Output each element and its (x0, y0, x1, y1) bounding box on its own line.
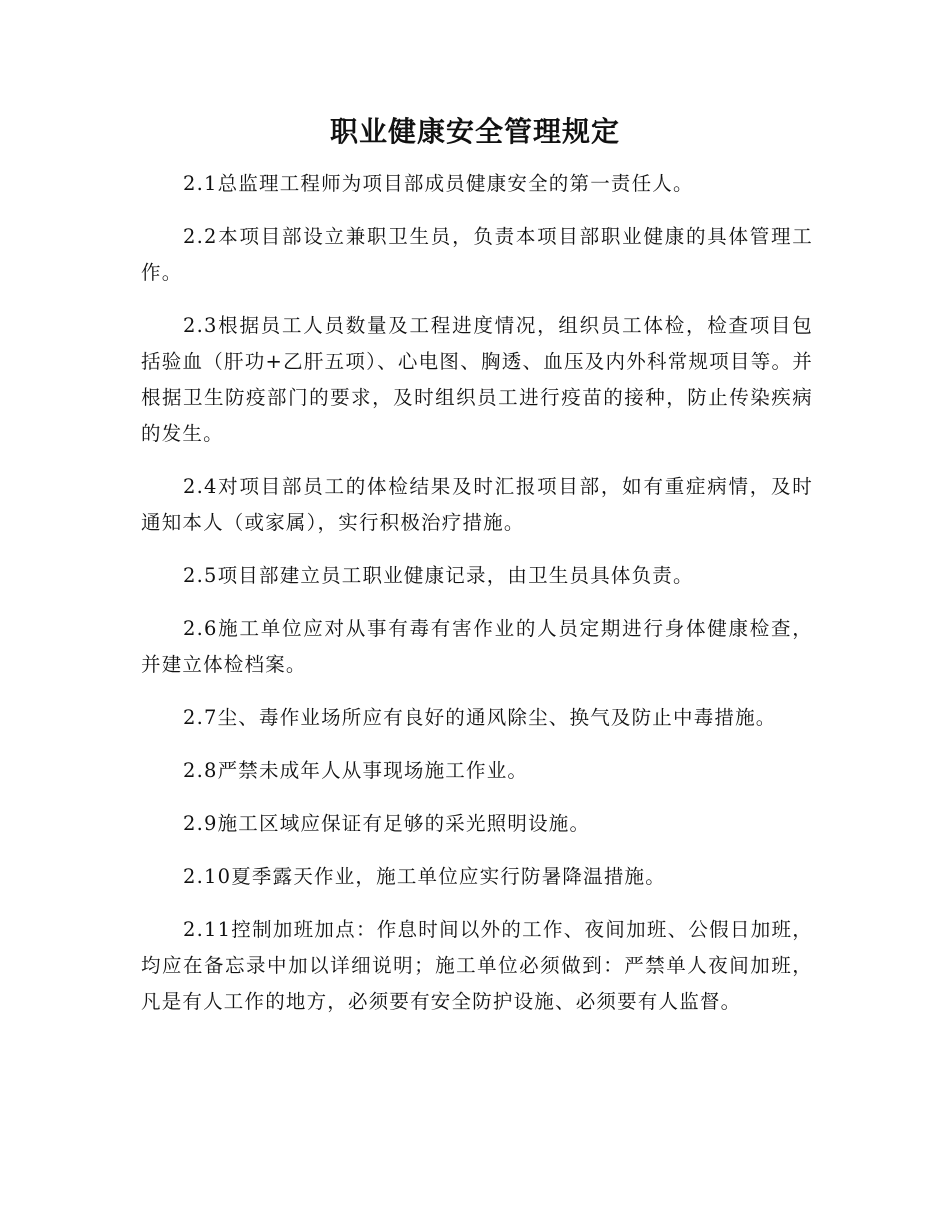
paragraph-2-6: 2.6施工单位应对从事有毒有害作业的人员定期进行身体健康检查，并建立体检档案。 (141, 617, 813, 676)
paragraph-2-10: 2.10夏季露天作业，施工单位应实行防暑降温措施。 (183, 865, 666, 888)
document-title: 职业健康安全管理规定 (329, 115, 620, 148)
paragraph-2-5: 2.5项目部建立员工职业健康记录，由卫生员具体负责。 (183, 564, 694, 587)
paragraph-2-8: 2.8严禁未成年人从事现场施工作业。 (183, 759, 529, 782)
paragraph-2-11: 2.11控制加班加点：作息时间以外的工作、夜间加班、公假日加班，均应在备忘录中加以详细说明；施工单位必须做到：严禁单人夜间加班，凡是有人工作的地方，必须要有安全防护设施、必须要有人监督。 (141, 918, 813, 1013)
paragraph-2-2: 2.2本项目部设立兼职卫生员，负责本项目部职业健康的具体管理工作。 (141, 225, 813, 284)
paragraph-2-4: 2.4对项目部员工的体检结果及时汇报项目部，如有重症病情，及时通知本人（或家属），实行积极治疗措施。 (141, 475, 813, 534)
paragraph-2-1: 2.1总监理工程师为项目部成员健康安全的第一责任人。 (183, 172, 694, 195)
paragraph-2-7: 2.7尘、毒作业场所应有良好的通风除尘、换气及防止中毒措施。 (183, 706, 777, 729)
document-body (141, 166, 813, 1037)
paragraph-2-9: 2.9施工区域应保证有足够的采光照明设施。 (183, 812, 591, 835)
paragraph-2-3: 2.3根据员工人员数量及工程进度情况，组织员工体检，检查项目包括验血（肝功+乙肝五项）、心电图、胸透、血压及内外科常规项目等。并根据卫生防疫部门的要求，及时组织员工进行疫苗的接种，防止传染疾病的发生。 (141, 314, 813, 445)
